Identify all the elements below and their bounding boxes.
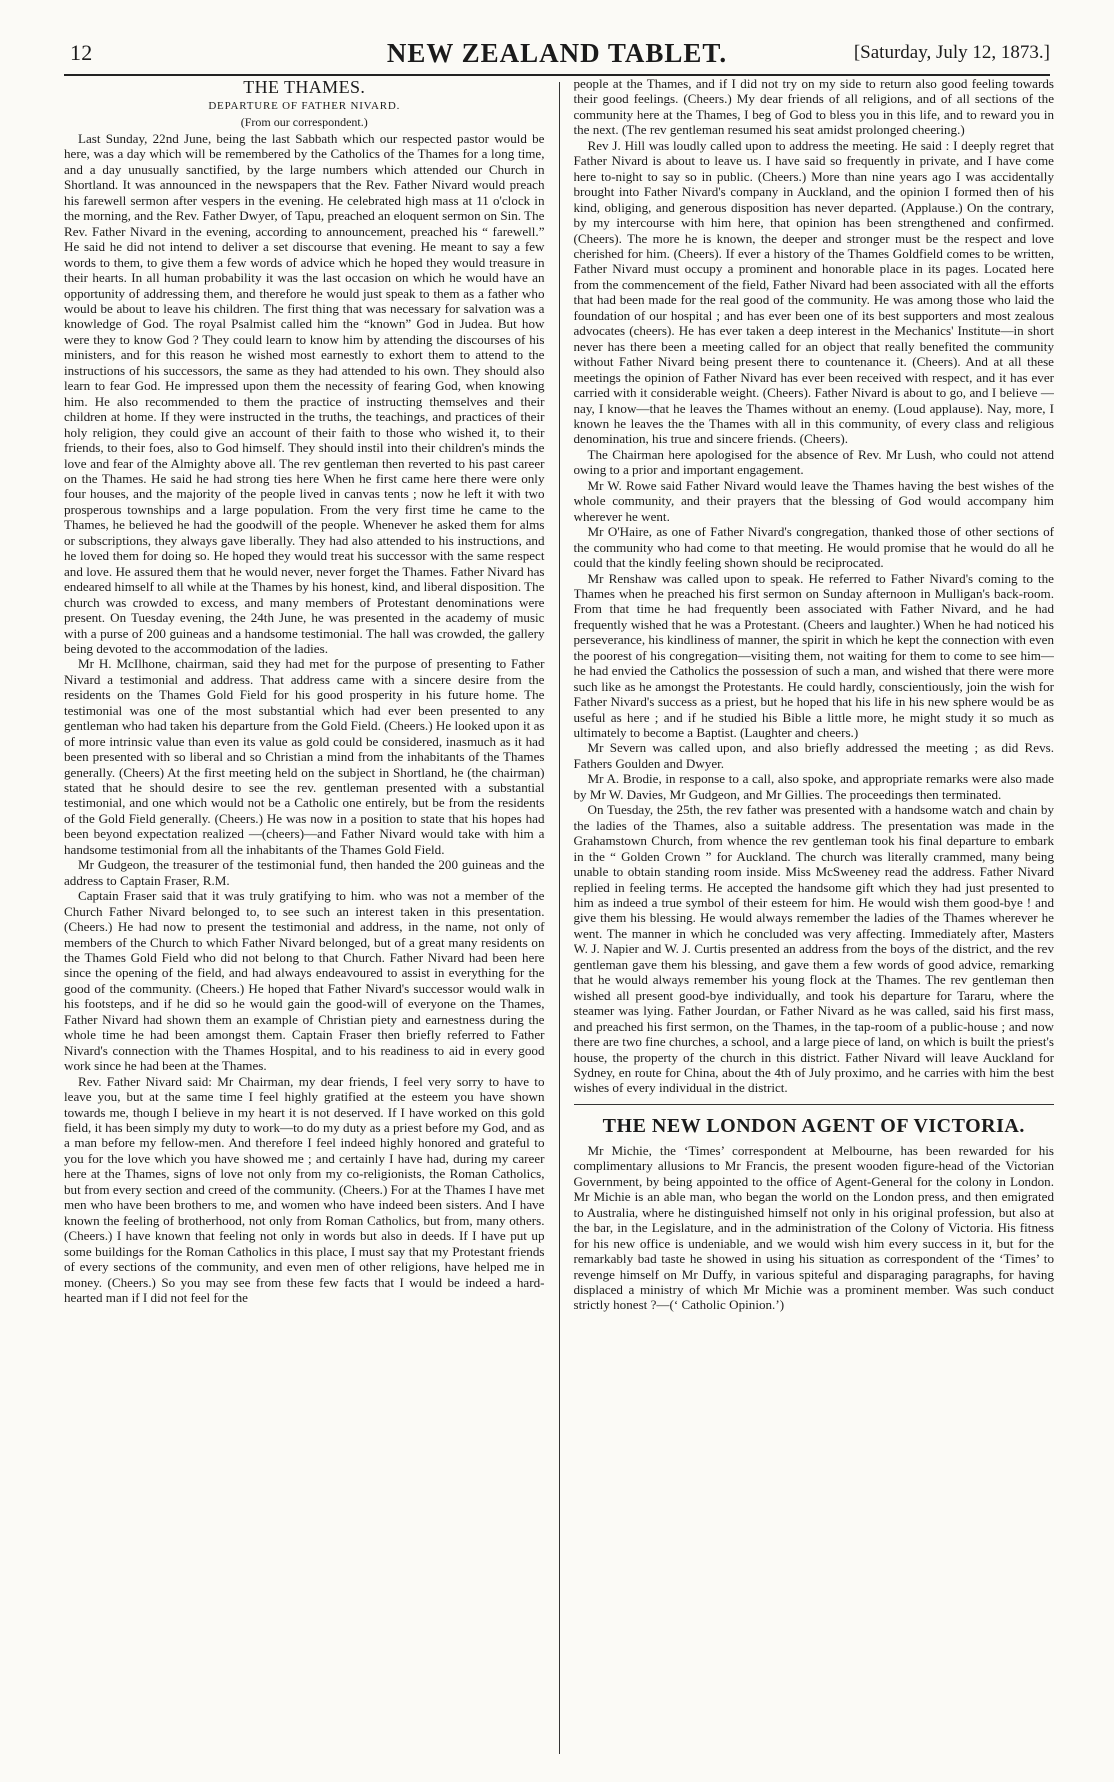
column-rule — [559, 82, 560, 1754]
article-byline: (From our correspondent.) — [240, 115, 368, 129]
paragraph: Mr A. Brodie, in response to a call, also spoke, and appropriate remarks were also made by Mr W. Davies, Mr Gudgeon, and Mr Gillies. The proceedings then terminated. — [573, 771, 1054, 802]
newspaper-title: NEW ZEALAND TABLET. — [386, 38, 728, 68]
paragraph: Rev. Father Nivard said: Mr Chairman, my dear friends, I feel very sorry to have to leave you, but at the same time I feel highly gratified at the esteem you have shown towards me, though I believe in my heart it is not deserved. If I have worked on this gold field, it has been simply my duty to work—to do my duty as a priest before my God, and as a man before my fellow-men. And therefore I feel indeed highly honored and grateful to you for the love which you have showed me ; and certainly I have had, during my career here at the Thames, signs of love not only from my co-religionists, the Roman Catholics, but from every section and creed of the community. (Cheers.) For at the Thames I have met men who have been brothers to me, and women who have indeed been sisters. And I have known the feeling of brotherhood, not only from Roman Catholics, but from, many others. (Cheers.) I have known that feeling not only in words but also in deeds. If I have put up some buildings for the Roman Catholics in this place, I must say that my Protestant friends of every sections of the community, and even men of other religions, have helped me in money. (Cheers.) So you may see from these few facts that I would be indeed a hard-hearted man if I did not feel for the — [64, 1073, 545, 1305]
paragraph: Mr H. McIlhone, chairman, said they had met for the purpose of presenting to Father Nivard a testimonial and address. That address came with a sincere desire from the residents on the Thames Gold Field for his good prosperity in his future home. The testimonial was one of the most substantial which had ever been presented to any gentleman who had taken his departure from the Gold Field. (Cheers.) He looked upon it as of more intrinsic value than even its value as gold could be considered, inasmuch as it had been presented with so liberal and so Christian a mind from the inhabitants of the Thames generally. (Cheers) At the first meeting held on the subject in Shortland, he (the chairman) stated that he should desire to see the rev. gentleman presented with a substantial testimonial, and one which would not be a Catholic one entirely, but be from the residents of the Gold Field generally. (Cheers.) He was now in a position to state that his hopes had been beyond expectation realized —(cheers)—and Father Nivard would take with him a handsome testimonial from all the inhabitants of the Thames Gold Field. — [64, 656, 545, 857]
article-body-london-agent — [574, 1143, 1055, 1313]
paragraph: The Chairman here apologised for the absence of Rev. Mr Lush, who could not attend owing to a prior and important engagement. — [573, 446, 1054, 478]
paragraph: Mr Michie, the ‘Times’ correspondent at Melbourne, has been rewarded for his complimentary allusions to Mr Francis, the present wooden figure-head of the Victorian Government, by being appointed to the office of Agent-General for the colony in London. Mr Michie is an able man, who began the world on the London press, and then emigrated to Australia, where he distinguished himself not only in his original profession, but also at the bar, in the Legislature, and in the administration of the Colony of Victoria. His fitness for his new office is undeniable, and we would wish him every success in it, but for the remarkably bad taste he showed in using his situation as correspondent of the ‘Times’ to revenge himself on Mr Duffy, in various spiteful and disparaging paragraphs, for having displaced a ministry of which Mr Michie was a prominent member. Was such conduct strictly honest ?—(‘ Catholic Opinion.’) — [573, 1142, 1054, 1313]
article-body-left — [64, 131, 545, 1305]
article-heading-london-agent: THE NEW LONDON AGENT OF VICTORIA. — [602, 1114, 1025, 1137]
paragraph: Last Sunday, 22nd June, being the last Sabbath which our respected pastor would be here, was a day which will be remembered by the Catholics of the Thames for a long time, and a day unusually sanctified, by the large numbers which attended our Church in Shortland. It was announced in the newspapers that the Rev. Father Nivard would preach his farewell sermon after vespers in the evening. He celebrated high mass at 11 o'clock in the morning, and the Rev. Father Dwyer, of Tapu, preached an eloquent sermon on Sin. The Rev. Father Nivard in the evening, according to announcement, preached his “ farewell.” He said he did not intend to deliver a set discourse that evening. He meant to say a few words to them, to give them a few words of advice which he hoped they would treasure in their hearts. In all human probability it was the last occasion on which he would have an opportunity of addressing them, and therefore he would just speak to them as a father who would be about to leave his children. The first thing that was necessary for salvation was a knowledge of God. The royal Psalmist called him the “known” God in Judea. But how were they to know God ? They could learn to know him by attending the discourses of his ministers, and for this reason he wished most earnestly to exhort them to attend to the instructions of his successors, the same as they had attended to his own. They should also learn to fear God. He impressed upon them the necessity of fearing God, when knowing him. He also recommended to them the practice of instructing themselves and their children at home. If they were instructed in the truths, the teachings, and practices of their holy religion, they could give an account of their faith to those who wished it, to their friends, to their foes, also to God himself. They should instil into their children's minds the love and fear of the Almighty above all. The rev gentleman then reverted to his past career on the Thames. He said he had strong ties here When he first came here there were only four houses, and the majority of the people lived in canvas tents ; now he left it with two prosperous townships and a large population. From the very first time he came to the Thames, he believed he had the goodwill of the people. Whenever he asked them for alms or subscriptions, they always gave liberally. They had also attended to his instructions, and he loved them for doing so. He hoped they would treat his successor with the same respect and love. He assured them that he would never, never forget the Thames. Father Nivard has endeared himself to all while at the Thames by his honest, kind, and liberal disposition. The church was crowded to excess, and many members of Protestant denominations were present. On Tuesday evening, the 24th June, he was presented in the academy of music with a purse of 200 guineas and a handsome testimonial. The hall was crowded, the gallery being devoted to the accommodation of the ladies. — [64, 131, 545, 656]
section-divider — [574, 1104, 1055, 1105]
masthead — [64, 40, 1050, 76]
article-body-right — [574, 76, 1055, 1096]
paragraph: Captain Fraser said that it was truly gratifying to him. who was not a member of the Church Father Nivard belonged to, to see such an interest taken in this presentation. (Cheers.) He had now to present the testimonial and address, in the name, not only of members of the Church to which Father Nivard belonged, but of a great many residents on the Thames Gold Field who did not belong to that Church. Father Nivard had been here since the opening of the field, and had always endeavoured to assist in everything for the good of the community. (Cheers.) He hoped that Father Nivard's successor would walk in his footsteps, and if he did so he would gain the good-will of everyone on the Thames, Father Nivard had shown them an example of Christian piety and earnestness during the whole time he had been amongst them. Captain Fraser then briefly referred to Father Nivard's connection with the Thames Hospital, and to his readiness to aid in every good work since he had been at the Thames. — [64, 888, 545, 1074]
paragraph: Mr Severn was called upon, and also briefly addressed the meeting ; as did Revs. Fathers Goulden and Dwyer. — [573, 740, 1054, 771]
article-heading-thames: THE THAMES. — [243, 77, 366, 97]
paragraph: Mr W. Rowe said Father Nivard would leave the Thames having the best wishes of the whole community, and their prayers that the blessing of God would accompany him wherever he went. — [573, 477, 1054, 524]
paragraph: Mr Renshaw was called upon to speak. He referred to Father Nivard's coming to the Thames when he preached his first sermon on Sunday afternoon in Mulligan's back-room. From that time he had frequently been associated with Father Nivard, and he had frequently wished that he was a Protestant. (Cheers and laughter.) When he had noticed his perseverance, his kindliness of manner, the spirit in which he kept the connection with even the poorest of his congregation—visiting them, not waiting for them to come to see him—he had envied the Catholics the possession of such a man, and wished that there were more such like as he amongst the Protestants. He could hardly, conscientiously, join the wish for Father Nivard's success as a priest, but he hoped that his life in his new sphere would be as useful as here ; and if he studied his Bible a little more, he might study it so much as ultimately to become a Baptist. (Laughter and cheers.) — [573, 570, 1054, 741]
paragraph: On Tuesday, the 25th, the rev father was presented with a handsome watch and chain by the ladies of the Thames, also a suitable address. The presentation was made in the Grahamstown Church, from whence the rev gentleman took his final departure to embark in the “ Golden Crown ” for Auckland. The church was literally crammed, many being unable to obtain standing room inside. Miss McSweeney read the address. Father Nivard replied in feeling terms. He accepted the handsome gift which they had just presented to him as indeed a true symbol of their esteem for him. He would wish them good-bye ! and give them his blessing. He would always remember the ladies of the Thames wherever he went. The manner in which he concluded was very affecting. Immediately after, Masters W. J. Napier and W. J. Curtis presented an address from the boys of the district, and the rev gentleman gave them his blessing, and gave them a few words of good advice, remarking that he would always remember his young flock at the Thames. The rev gentleman then wished all present good-bye individually, and took his departure for Tararu, where the steamer was lying. Father Jourdan, or Father Nivard as he was called, said his first mass, and preached his first sermon, on the Thames, in the tap-room of a public-house ; and now there are two fine churches, a school, and a large piece of land, on which is built the priest's house, the property of the church in this district. Father Nivard will leave Auckland for Sydney, en route for China, about the 4th of July proximo, and he carries with him the best wishes of every individual in the district. — [573, 802, 1054, 1096]
article-subheading: DEPARTURE OF FATHER NIVARD. — [208, 100, 401, 112]
left-column — [64, 76, 545, 1762]
page-number: 12 — [70, 40, 93, 65]
paragraph: Mr Gudgeon, the treasurer of the testimonial fund, then handed the 200 guineas and the address to Captain Fraser, R.M. — [64, 857, 545, 888]
columns — [64, 76, 1054, 1762]
right-column — [574, 76, 1055, 1762]
paragraph: Mr O'Haire, as one of Father Nivard's congregation, thanked those of other sections of the community who had come to that meeting. He would promise that he would do all he could that the kindly feeling shown should be reciprocated. — [573, 524, 1054, 571]
issue-date: [Saturday, July 12, 1873.] — [853, 42, 1050, 63]
paragraph: Rev J. Hill was loudly called upon to address the meeting. He said : I deeply regret that Father Nivard is about to leave us. I have said so frequently in private, and I have come here to-night to say so in public. (Cheers.) More than nine years ago I was accidentally brought into Father Nivard's company in Auckland, and the opinion I formed then of his kind, obliging, and generous disposition has never departed. (Applause.) On the contrary, by my intercourse with him here, that opinion has been strengthened and confirmed. (Cheers). The more he is known, the deeper and stronger must be the respect and love cherished for him. (Cheers). If ever a history of the Thames Goldfield comes to be written, Father Nivard must occupy a prominent and honorable place in its pages. Located here from the commencement of the field, Father Nivard had been associated with all the efforts that had been made for the real good of the community. He was among those who laid the foundation of our hospital ; and has ever been one of its best supporters and most zealous advocates (cheers). He has ever taken a deep interest in the Mechanics' Institute—in short never has there been a meeting called for an object that really benefited the community without Father Nivard being present there to countenance it. (Cheers). And at all these meetings the opinion of Father Nivard has ever been received with respect, and it has ever carried with it considerable weight. (Cheers). Father Nivard is about to go, and I believe —nay, I know—that he leaves the Thames without an enemy. (Loud applause). Nay, more, I known he leaves the the Thames with all in this community, of every class and religious denomination, his true and sincere friends. (Cheers). — [573, 137, 1054, 447]
paragraph: people at the Thames, and if I did not try on my side to return also good feeling towards their good feelings. (Cheers.) My dear friends of all religions, and of all sections of the community here at the Thames, I beg of God to bless you in this life, and to reward you in the next. (The rev gentleman resumed his seat amidst prolonged cheering.) — [573, 76, 1054, 138]
